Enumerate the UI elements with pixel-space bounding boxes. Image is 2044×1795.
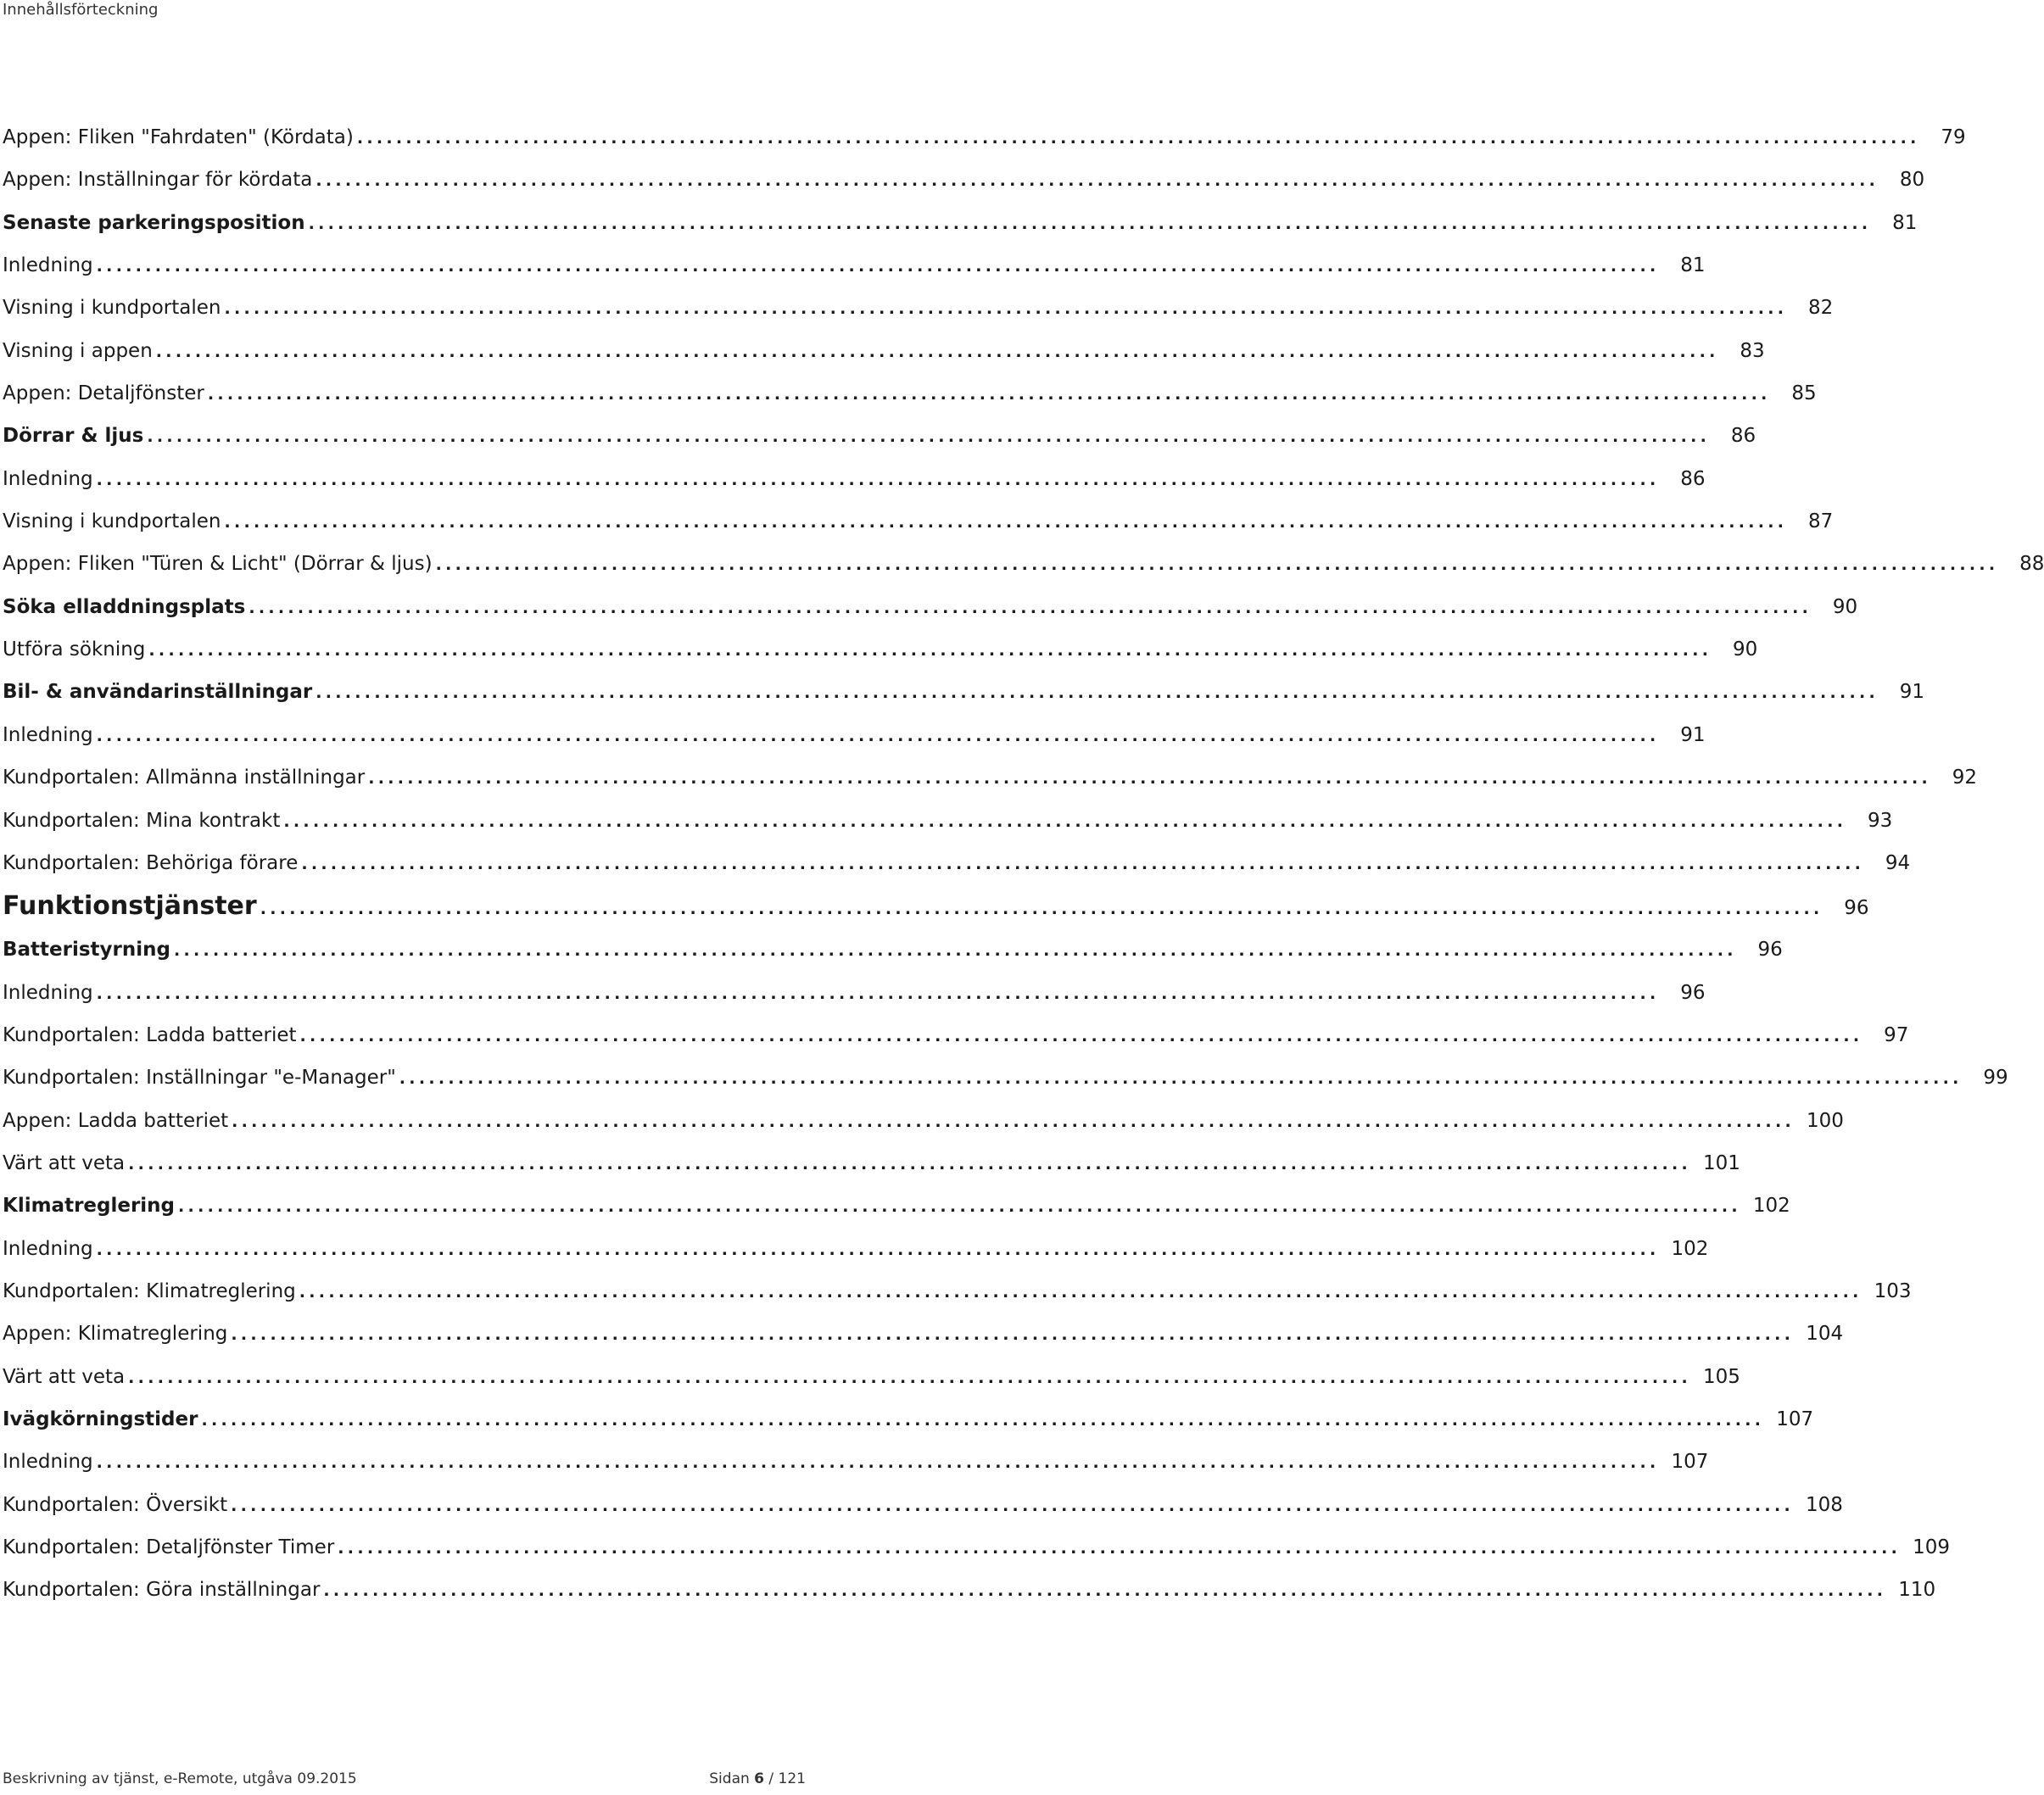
toc-leader-dots: ................................................................................................................................................................ [224,513,1788,532]
toc-entry-title: Kundportalen: Inställningar "e-Manager" [3,1067,396,1090]
toc-entry[interactable] [0,1441,1709,1483]
toc-leader-dots: ................................................................................................................................................................ [96,1453,1660,1473]
toc-leader-dots: ................................................................................................................................................................ [260,900,1823,919]
toc-leader-dots: ................................................................................................................................................................ [299,1026,1863,1045]
toc-entry-page: 81 [1892,211,1918,234]
toc-entry-title: Kundportalen: Ladda batteriet [3,1023,297,1046]
toc-entry[interactable] [0,372,1817,415]
toc-entry-page: 91 [1899,681,1925,704]
toc-entry-title: Kundportalen: Allmänna inställningar [3,766,366,789]
toc-entry[interactable] [0,1014,1909,1056]
toc-entry-title: Ivägkörningstider [3,1408,198,1430]
toc-entry[interactable] [0,1484,1843,1526]
toc-entry-page: 86 [1680,467,1706,490]
toc-entry[interactable] [0,1142,1740,1185]
toc-entry-page: 80 [1899,169,1925,192]
toc-entry-page: 85 [1791,382,1817,405]
toc-entry[interactable] [0,543,2044,585]
toc-leader-dots: ................................................................................................................................................................ [356,129,1920,148]
page-header-title: Innehållsförteckning [3,1,159,19]
toc-entry[interactable] [0,928,1783,971]
toc-leader-dots: ................................................................................................................................................................ [128,1154,1691,1173]
toc-entry-title: Utföra sökning [3,638,146,661]
toc-leader-dots: ................................................................................................................................................................ [231,1325,1795,1345]
toc-entry[interactable] [0,671,1925,713]
toc-entry[interactable] [0,756,1978,799]
toc-entry-title: Visning i kundportalen [3,297,221,320]
toc-entry-title: Dörrar & ljus [3,425,144,448]
page-footer [3,1769,806,1789]
toc-entry-title: Visning i appen [3,339,153,362]
toc-entry-title: Inledning [3,1237,93,1260]
toc-leader-dots: ................................................................................................................................................................ [301,854,1865,873]
toc-leader-dots: ................................................................................................................................................................ [96,984,1660,1003]
toc-leader-dots: ................................................................................................................................................................ [283,811,1847,831]
toc-leader-dots: ................................................................................................................................................................ [173,941,1737,961]
toc-entry-page: 99 [1983,1067,2008,1090]
toc-entry-page: 102 [1752,1195,1790,1218]
toc-entry-title: Kundportalen: Detaljfönster Timer [3,1536,335,1558]
toc-entry-title: Inledning [3,981,93,1004]
toc-leader-dots: ................................................................................................................................................................ [148,641,1712,661]
toc-entry[interactable] [0,330,1765,372]
toc-entry[interactable] [0,116,1966,159]
toc-leader-dots: ................................................................................................................................................................ [207,385,1771,404]
toc-entry-page: 90 [1732,638,1758,661]
toc-entry-page: 101 [1703,1151,1740,1174]
toc-entry-page: 96 [1757,939,1783,962]
toc-entry[interactable] [0,1056,2008,1099]
toc-entry-page: 104 [1806,1323,1844,1346]
toc-entry-page: 105 [1703,1365,1740,1388]
toc-entry-page: 108 [1805,1493,1843,1516]
toc-entry[interactable] [0,800,1893,842]
toc-entry-title: Bil- & användarinställningar [3,681,313,704]
toc-entry[interactable] [0,1356,1740,1398]
footer-page-prefix: Sidan [709,1770,755,1787]
toc-entry-page: 87 [1808,510,1834,533]
toc-entry-page: 100 [1806,1109,1844,1132]
toc-entry-title: Kundportalen: Behöriga förare [3,851,299,874]
toc-leader-dots: ................................................................................................................................................................ [316,171,1879,191]
toc-leader-dots: ................................................................................................................................................................ [399,1069,1963,1089]
toc-entry-page: 107 [1671,1451,1709,1474]
toc-entry-title: Kundportalen: Översikt [3,1493,228,1516]
toc-entry-title: Kundportalen: Klimatreglering [3,1279,296,1302]
toc-entry-title: Värt att veta [3,1151,126,1174]
toc-entry-title: Appen: Fliken "Türen & Licht" (Dörrar & ljus) [3,553,433,576]
toc-entry-page: 93 [1867,809,1893,832]
toc-entry-page: 110 [1898,1579,1936,1602]
toc-leader-dots: ................................................................................................................................................................ [435,555,1999,575]
toc-leader-dots: ................................................................................................................................................................ [338,1539,1902,1558]
toc-entry-title: Appen: Klimatreglering [3,1323,228,1346]
footer-page-number [709,1769,806,1789]
toc-entry[interactable] [0,1185,1790,1227]
toc-leader-dots: ................................................................................................................................................................ [96,1240,1660,1259]
toc-entry-title: Batteristyrning [3,939,170,962]
toc-leader-dots: ................................................................................................................................................................ [201,1410,1765,1430]
toc-entry-page: 91 [1680,723,1706,746]
toc-entry[interactable] [0,159,1925,201]
toc-entry[interactable] [0,1313,1844,1355]
toc-entry-page: 94 [1885,851,1911,874]
toc-leader-dots: ................................................................................................................................................................ [147,427,1711,447]
toc-entry-title: Klimatreglering [3,1195,176,1218]
toc-entry[interactable] [0,415,1756,457]
toc-entry-page: 107 [1776,1408,1814,1430]
toc-entry-page: 109 [1913,1536,1951,1558]
footer-page-total: / 121 [764,1770,806,1787]
toc-entry-title: Funktionstjänster [3,891,257,922]
toc-entry-page: 92 [1952,766,1978,789]
toc-leader-dots: ................................................................................................................................................................ [232,1112,1795,1131]
toc-entry-page: 82 [1808,297,1834,320]
toc-entry-page: 81 [1680,254,1706,277]
toc-entry-title: Inledning [3,467,93,490]
toc-entry-page: 97 [1884,1023,1909,1046]
toc-entry[interactable] [0,1100,1844,1142]
toc-entry[interactable] [0,714,1706,756]
table-of-contents [0,116,2044,1612]
toc-entry-title: Visning i kundportalen [3,510,221,533]
toc-entry-title: Söka elladdningsplats [3,595,246,618]
toc-leader-dots: ................................................................................................................................................................ [96,470,1660,489]
toc-leader-dots: ................................................................................................................................................................ [323,1581,1887,1601]
toc-entry[interactable] [0,1526,1951,1569]
toc-entry[interactable] [0,500,1834,543]
toc-entry[interactable] [0,1398,1814,1441]
toc-leader-dots: ................................................................................................................................................................ [299,1282,1862,1302]
toc-entry-page: 102 [1671,1237,1709,1260]
toc-entry-title: Kundportalen: Göra inställningar [3,1579,321,1602]
footer-document-description: Beskrivning av tjänst, e-Remote, utgåva 09.2015 [3,1770,357,1787]
toc-entry[interactable] [0,1228,1709,1270]
toc-entry[interactable] [0,842,1911,884]
toc-entry[interactable] [0,972,1706,1014]
toc-leader-dots: ................................................................................................................................................................ [96,726,1660,745]
toc-entry-page: 90 [1832,595,1858,618]
toc-entry-page: 96 [1844,897,1869,920]
toc-leader-dots: ................................................................................................................................................................ [96,257,1660,276]
toc-entry-title: Senaste parkeringsposition [3,211,305,234]
toc-entry-page: 86 [1730,425,1756,448]
toc-entry-page: 83 [1740,339,1765,362]
toc-leader-dots: ................................................................................................................................................................ [224,299,1788,319]
toc-entry-page: 79 [1941,126,1966,148]
toc-entry[interactable] [0,1569,1936,1611]
toc-entry-title: Appen: Detaljfönster [3,382,204,405]
toc-entry-page: 96 [1680,981,1706,1004]
toc-leader-dots: ................................................................................................................................................................ [368,769,1932,789]
toc-leader-dots: ................................................................................................................................................................ [308,214,1872,233]
toc-entry[interactable] [0,458,1706,500]
footer-current-page: 6 [754,1770,765,1787]
toc-entry-title: Värt att veta [3,1365,126,1388]
toc-entry-title: Appen: Fliken "Fahrdaten" (Kördata) [3,126,354,148]
toc-entry-page: 88 [2019,553,2044,576]
toc-entry[interactable] [0,628,1758,671]
toc-entry[interactable] [0,202,1918,244]
toc-leader-dots: ................................................................................................................................................................ [128,1368,1691,1387]
toc-leader-dots: ................................................................................................................................................................ [155,342,1719,361]
toc-entry[interactable] [0,884,1869,928]
toc-entry-page: 103 [1874,1279,1912,1302]
toc-entry-title: Inledning [3,1451,93,1474]
toc-entry[interactable] [0,1270,1912,1313]
toc-entry[interactable] [0,287,1834,329]
toc-leader-dots: ................................................................................................................................................................ [249,598,1812,617]
toc-entry-title: Inledning [3,254,93,277]
toc-entry[interactable] [0,586,1858,628]
toc-entry-title: Appen: Ladda batteriet [3,1109,229,1132]
toc-leader-dots: ................................................................................................................................................................ [316,683,1879,703]
toc-entry-title: Inledning [3,723,93,746]
toc-entry-title: Appen: Inställningar för kördata [3,169,313,192]
toc-leader-dots: ................................................................................................................................................................ [231,1496,1794,1515]
toc-entry[interactable] [0,244,1706,287]
toc-leader-dots: ................................................................................................................................................................ [178,1197,1741,1217]
toc-entry-title: Kundportalen: Mina kontrakt [3,809,281,832]
